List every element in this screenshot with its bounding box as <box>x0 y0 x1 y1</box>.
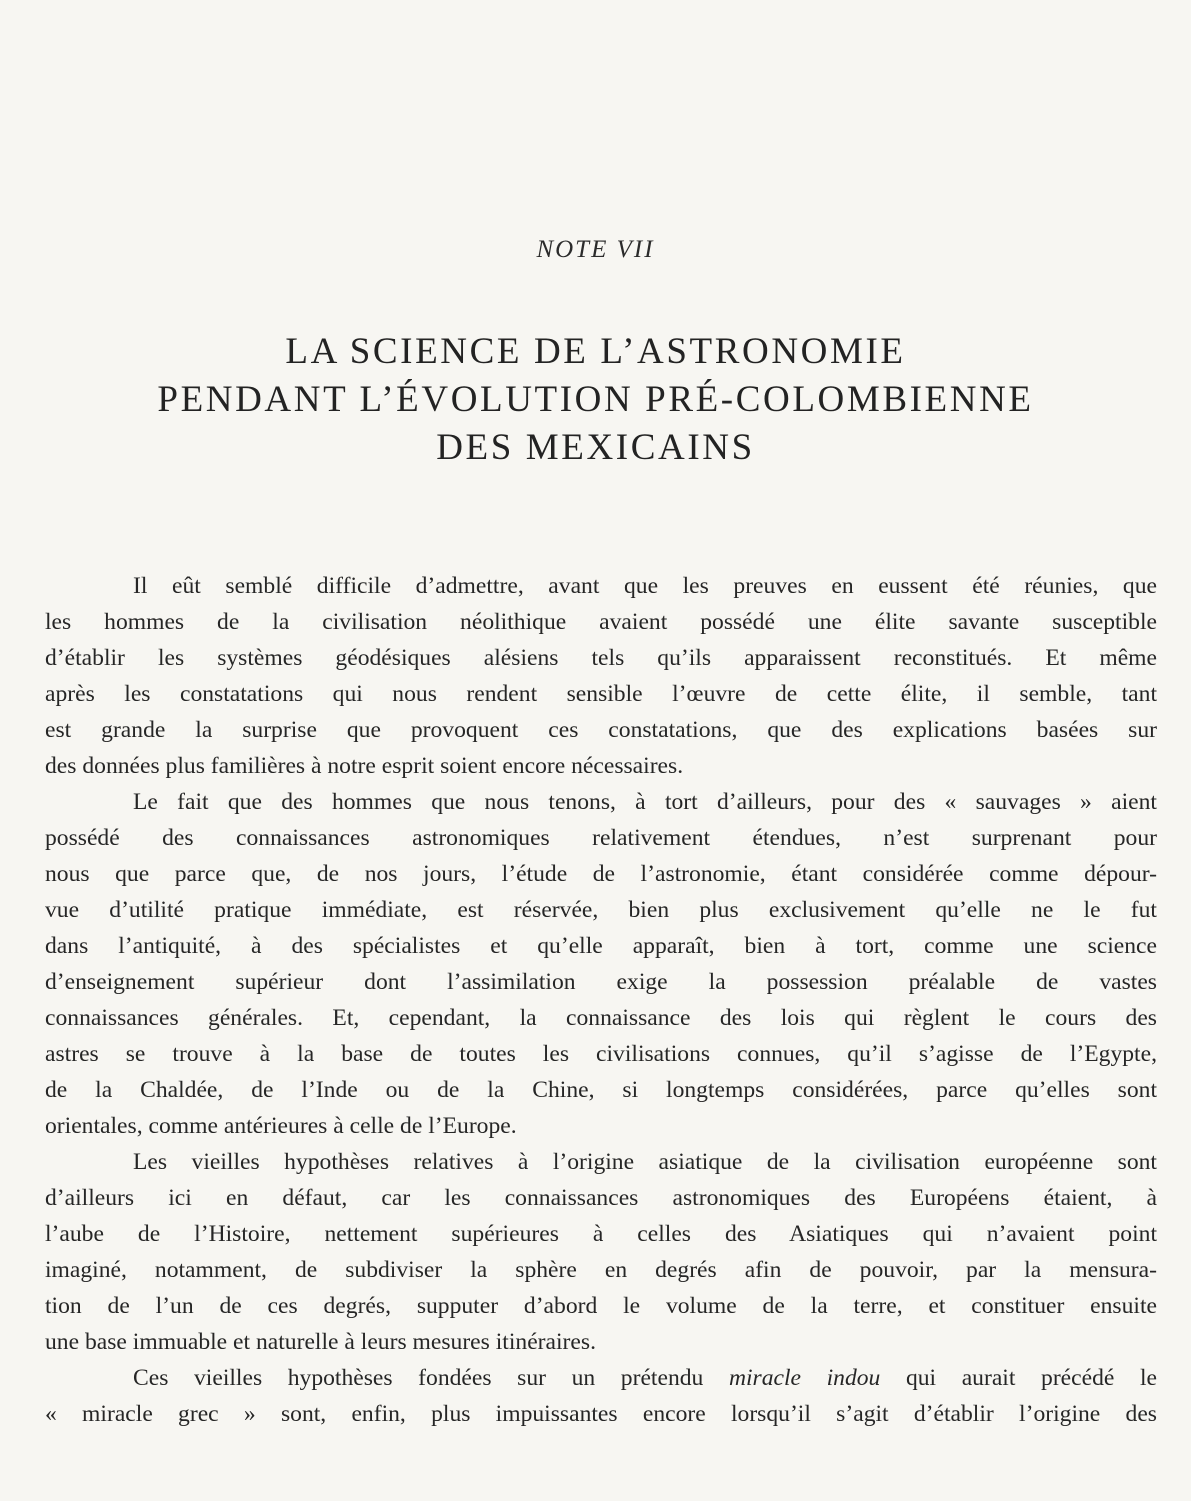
text-line: astres se trouve à la base de toutes les civilisations connues, qu’il s’agisse de l’Egypte, <box>45 1041 1157 1067</box>
chapter-title-line-1: LA SCIENCE DE L’ASTRONOMIE <box>285 331 906 372</box>
text-line: est grande la surprise que provoquent ces constatations, que des explications basées sur <box>45 717 1157 743</box>
paragraph-4 <box>45 1360 1157 1432</box>
text-line: d’enseignement supérieur dont l’assimilation exige la possession préalable de vastes <box>45 969 1157 995</box>
text-line: Le fait que des hommes que nous tenons, à tort d’ailleurs, pour des « sauvages » aient <box>133 789 1157 815</box>
chapter-title-line-2: PENDANT L’ÉVOLUTION PRÉ-COLOMBIENNE <box>157 379 1034 420</box>
text-line: l’aube de l’Histoire, nettement supérieures à celles des Asiatiques qui n’avaient point <box>45 1221 1157 1247</box>
text-segment: Ces vieilles hypothèses fondées sur un prétendu <box>133 1365 729 1391</box>
italic-phrase: miracle indou <box>728 1365 881 1391</box>
text-line: orientales, comme antérieures à celle de l’Europe. <box>45 1113 517 1139</box>
text-line: d’ailleurs ici en défaut, car les connaissances astronomiques des Européens étaient, à <box>45 1185 1157 1211</box>
text-line: possédé des connaissances astronomiques relativement étendues, n’est surprenant pour <box>45 825 1157 851</box>
text-line: tion de l’un de ces degrés, supputer d’abord le volume de la terre, et constituer ensuite <box>45 1293 1157 1319</box>
body-text <box>45 568 1157 1432</box>
text-segment: qui aurait précédé le <box>880 1365 1157 1391</box>
text-line: Il eût semblé difficile d’admettre, avant que les preuves en eussent été réunies, que <box>133 573 1157 599</box>
text-line: Les vieilles hypothèses relatives à l’origine asiatique de la civilisation européenne sont <box>133 1149 1157 1175</box>
text-line: les hommes de la civilisation néolithique avaient possédé une élite savante susceptible <box>45 609 1157 635</box>
text-line: une base immuable et naturelle à leurs mesures itinéraires. <box>45 1329 596 1355</box>
text-line: dans l’antiquité, à des spécialistes et qu’elle apparaît, bien à tort, comme une science <box>45 933 1157 959</box>
paragraph-1 <box>45 568 1157 784</box>
paragraph-2 <box>45 784 1157 1144</box>
chapter-title-line-3: DES MEXICAINS <box>436 427 755 468</box>
text-line: imaginé, notamment, de subdiviser la sphère en degrés afin de pouvoir, par la mensura- <box>45 1257 1157 1283</box>
paragraph-3 <box>45 1144 1157 1360</box>
text-line: après les constatations qui nous rendent sensible l’œuvre de cette élite, il semble, tant <box>45 681 1157 707</box>
text-line: des données plus familières à notre esprit soient encore nécessaires. <box>45 753 684 779</box>
text-line: vue d’utilité pratique immédiate, est réservée, bien plus exclusivement qu’elle ne le fut <box>45 897 1157 923</box>
text-line: d’établir les systèmes géodésiques alésiens tels qu’ils apparaissent reconstitués. Et même <box>45 645 1157 671</box>
text-line <box>45 1360 1157 1396</box>
note-label: NOTE VII <box>536 236 655 263</box>
text-line: « miracle grec » sont, enfin, plus impuissantes encore lorsqu’il s’agit d’établir l’origine des <box>45 1401 1157 1427</box>
text-line: connaissances générales. Et, cependant, la connaissance des lois qui règlent le cours des <box>45 1005 1157 1031</box>
text-line: de la Chaldée, de l’Inde ou de la Chine, si longtemps considérées, parce qu’elles sont <box>45 1077 1157 1103</box>
text-line: nous que parce que, de nos jours, l’étude de l’astronomie, étant considérée comme dépour- <box>45 861 1157 887</box>
chapter-title <box>60 328 1131 472</box>
